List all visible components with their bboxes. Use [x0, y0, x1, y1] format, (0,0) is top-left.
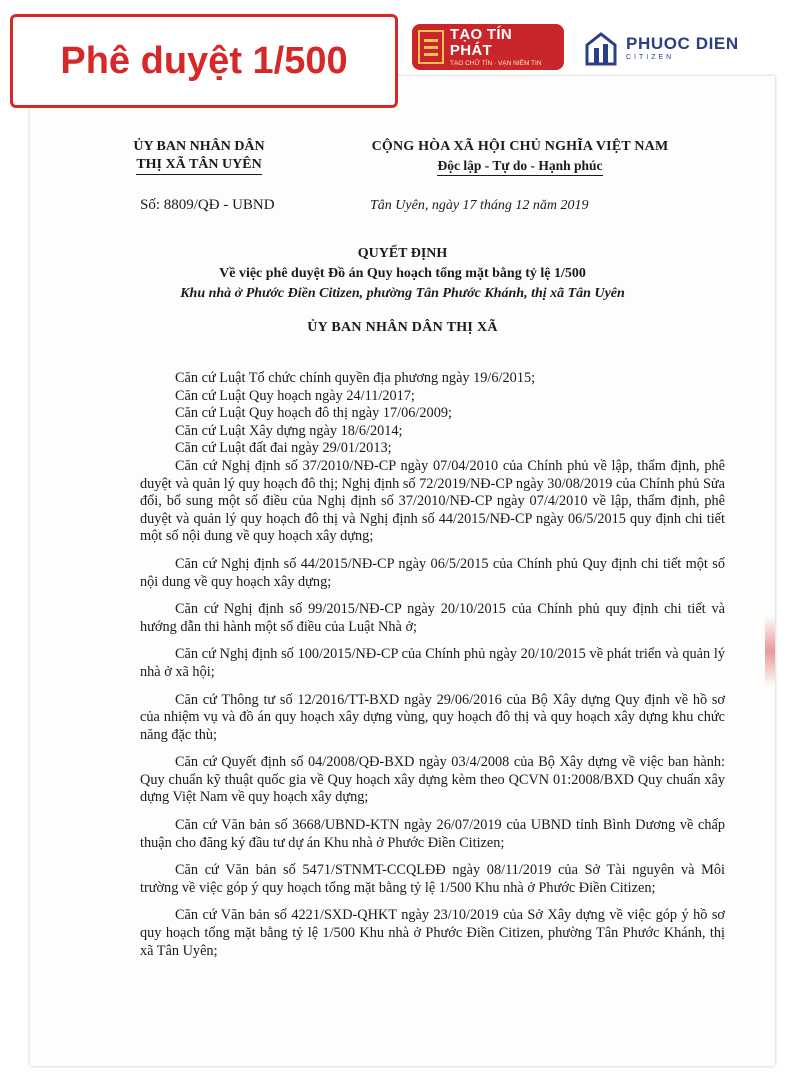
- phuoc-dien-house-icon: [584, 31, 618, 67]
- agency-line-2: THỊ XÃ TÂN UYÊN: [136, 156, 261, 175]
- document-header: [30, 138, 775, 178]
- legal-basis-paragraph: Căn cứ Luật Xây dựng ngày 18/6/2014;: [175, 422, 403, 439]
- decision-title-block: [30, 244, 775, 304]
- legal-basis-paragraph: Căn cứ Văn bản số 3668/UBND-KTN ngày 26/07/2019 của UBND tỉnh Bình Dương về chấp thuận cho đăng ký đầu tư dự án Khu nhà ở Phước Điền Citizen;: [140, 817, 725, 851]
- approval-badge-text: Phê duyệt 1/500: [60, 39, 348, 82]
- legal-basis-paragraph: Căn cứ Luật Quy hoạch ngày 24/11/2017;: [175, 387, 415, 404]
- legal-basis-paragraph: Căn cứ Nghị định số 44/2015/NĐ-CP ngày 06/5/2015 của Chính phủ Quy định chi tiết một số nội dung về quy hoạch xây dựng;: [140, 555, 725, 590]
- approval-badge: [10, 14, 398, 108]
- legal-basis-paragraph: Căn cứ Nghị định số 99/2015/NĐ-CP ngày 20/10/2015 của Chính phủ quy định chi tiết và hướng dẫn thi hành một số điều của Luật Nhà ở;: [140, 601, 725, 635]
- legal-basis-paragraph: Căn cứ Luật Quy hoạch đô thị ngày 17/06/2009;: [175, 405, 452, 422]
- tao-tin-phat-tagline: TẠO CHỮ TÍN · VẠN NIỀM TIN: [449, 59, 542, 67]
- document-number: Số: 8809/QĐ - UBND: [140, 197, 275, 213]
- legal-basis-paragraph: Căn cứ Thông tư số 12/2016/TT-BXD ngày 29/06/2016 của Bộ Xây dựng Quy định về hồ sơ của nhiệm vụ và đồ án quy hoạch xây dựng vùng, quy hoạch đô thị và quy hoạch xây dựng khu chức năng đặc thù;: [140, 691, 725, 743]
- decision-subject-line-1: Về việc phê duyệt Đồ án Quy hoạch tổng mặt bằng tỷ lệ 1/500: [219, 266, 586, 281]
- nation-line-1: CỘNG HÒA XÃ HỘI CHỦ NGHĨA VIỆT NAM: [371, 139, 669, 154]
- building-icon: [418, 30, 444, 64]
- legal-basis-paragraph: Căn cứ Văn bản số 4221/SXD-QHKT ngày 23/10/2019 của Sở Xây dựng về việc góp ý hồ sơ quy hoạch tổng mặt bằng tỷ lệ 1/500 Khu nhà ở Phước Điền Citizen, phường Tân Phước Khánh, thị xã Tân Uyên;: [140, 907, 725, 959]
- legal-basis-paragraph: Căn cứ Luật Tổ chức chính quyền địa phương ngày 19/6/2015;: [175, 370, 536, 386]
- issuing-agency: [114, 138, 284, 175]
- authority-heading: ỦY BAN NHÂN DÂN THỊ XÃ: [307, 320, 498, 335]
- tao-tin-phat-name: TẠO TÍN PHÁT: [449, 25, 512, 59]
- legal-basis-paragraph: Căn cứ Nghị định số 100/2015/NĐ-CP của Chính phủ ngày 20/10/2015 về phát triển và quản lý nhà ở xã hội;: [140, 646, 725, 680]
- decision-title: QUYẾT ĐỊNH: [357, 246, 448, 261]
- phuoc-dien-logo: [584, 26, 739, 72]
- phuoc-dien-sub: CITIZEN: [626, 54, 675, 61]
- phuoc-dien-name: PHUOC DIEN: [626, 34, 739, 53]
- legal-basis-paragraph: Căn cứ Nghị định số 37/2010/NĐ-CP ngày 07/04/2010 của Chính phủ về lập, thẩm định, phê duyệt và quản lý quy hoạch đô thị; Nghị định số 72/2019/NĐ-CP ngày 30/08/2019 của Chính phủ Sửa đổi, bổ sung một số điều của Nghị định số 37/2010/NĐ-CP ngày 07/4/2010 về lập, thẩm định, phê duyệt và quản lý quy hoạch đô thị và Nghị định số 44/2015/NĐ-CP ngày 06/5/2015 quy định chi tiết một số nội dung về quy hoạch xây dựng;: [140, 457, 726, 545]
- national-motto: [320, 138, 720, 176]
- red-seal-edge: [765, 616, 775, 686]
- agency-line-1: ỦY BAN NHÂN DÂN: [133, 139, 265, 154]
- decision-subject-line-2: Khu nhà ở Phước Điền Citizen, phường Tân Phước Khánh, thị xã Tân Uyên: [180, 286, 625, 301]
- legal-basis-paragraph: Căn cứ Văn bản số 5471/STNMT-CCQLĐĐ ngày 08/11/2019 của Sở Tài nguyên và Môi trường về việc góp ý quy hoạch tổng mặt bằng tỷ lệ 1/500 Khu nhà ở Phước Điền Citizen;: [140, 862, 725, 896]
- tao-tin-phat-logo: [412, 24, 564, 70]
- legal-basis-paragraph: Căn cứ Luật đất đai ngày 29/01/2013;: [175, 440, 392, 457]
- document-date: Tân Uyên, ngày 17 tháng 12 năm 2019: [370, 198, 589, 213]
- legal-basis-paragraph: Căn cứ Quyết định số 04/2008/QĐ-BXD ngày 03/4/2008 của Bộ Xây dựng về việc ban hành: Quy chuẩn kỹ thuật quốc gia về Quy hoạch xây dựng kèm theo QCVN 01:2008/BXD Quy chuẩn xây dựng Việt Nam về quy hoạch xây dựng;: [140, 754, 725, 806]
- nation-line-2: Độc lập - Tự do - Hạnh phúc: [437, 156, 602, 176]
- scanned-document: [30, 76, 775, 1066]
- document-body: [140, 370, 725, 960]
